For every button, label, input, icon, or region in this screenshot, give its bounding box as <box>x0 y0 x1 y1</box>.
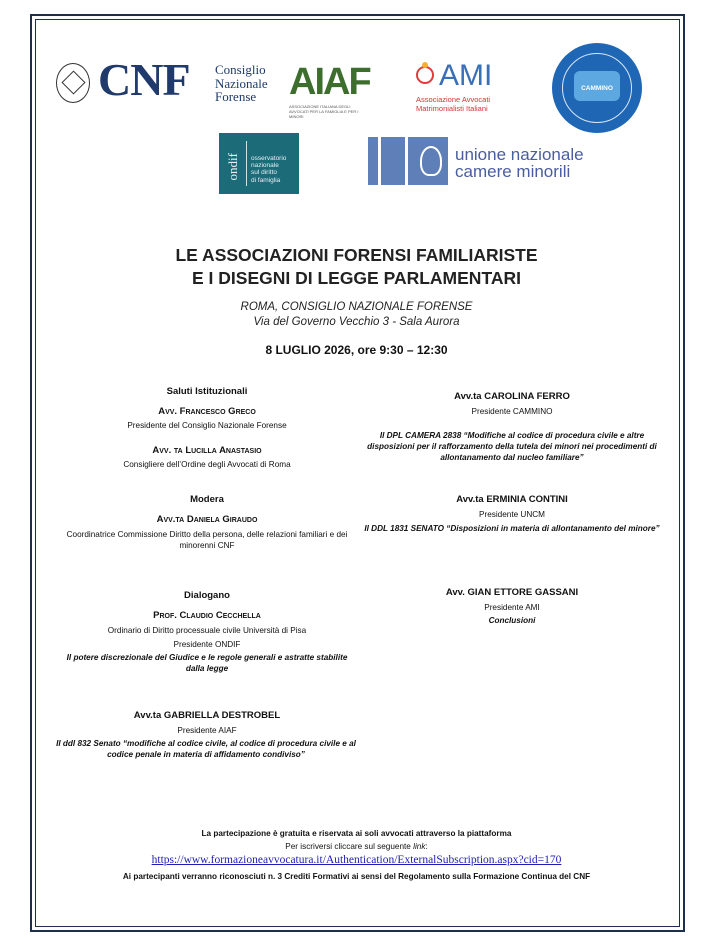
uncm-hands-icon <box>420 146 442 176</box>
page-border <box>30 14 685 932</box>
uncm-logo-text <box>455 146 584 180</box>
title-line1: LE ASSOCIAZIONI FORENSI FAMILIARISTE <box>175 245 538 265</box>
speaker-cecchella-topic: Il potere discrezionale del Giudice e le regole generali e astratte stabilite dalla legge <box>66 653 348 673</box>
ami-logo-subtitle <box>416 96 490 113</box>
speaker-gassani-topic: Conclusioni <box>488 616 536 625</box>
speaker-giraudo-role: Coordinatrice Commissione Diritto della persona, delle relazioni familiari e dei minorenni CNF <box>66 530 348 550</box>
speaker-gassani-role: Presidente AMI <box>484 603 540 612</box>
speaker-contini-role: Presidente UNCM <box>479 510 545 519</box>
location-line1: ROMA, CONSIGLIO NAZIONALE FORENSE <box>240 301 473 313</box>
speaker-cecchella-role2: Presidente ONDIF <box>173 640 241 649</box>
speaker-destrobel-name: Avv.ta GABRIELLA DESTROBEL <box>133 710 281 721</box>
dialogano-heading: Dialogano <box>184 590 230 601</box>
speaker-contini-topic: Il DDL 1831 SENATO “Disposizioni in materia di allontanamento del minore” <box>364 524 660 533</box>
cnf-logo-text: CNF <box>98 54 190 105</box>
modera-heading: Modera <box>190 494 224 505</box>
ami-line2: Matrimonialisti Italiani <box>416 103 488 113</box>
cnf-logo-subtitle <box>215 63 268 104</box>
footer-subscribe-link-word: link <box>413 842 426 851</box>
ondif-line1: osservatorio <box>251 155 287 162</box>
event-location <box>40 300 673 330</box>
cnf-line3: Forense <box>215 89 257 104</box>
ondif-logo-subtitle <box>251 155 286 184</box>
cammino-logo <box>552 43 642 133</box>
speaker-ferro-name: Avv.ta CAROLINA FERRO <box>454 391 570 402</box>
speaker-anastasio-role: Consigliere dell’Ordine degli Avvocati di Roma <box>123 460 291 469</box>
cnf-emblem-icon <box>56 63 90 103</box>
footer-credits: Ai partecipanti verranno riconosciuti n. 3 Crediti Formativi ai sensi del Regolamento sulla Formazione Continua del CNF <box>122 872 591 881</box>
subscription-link[interactable]: https://www.formazioneavvocatura.it/Authentication/ExternalSubscription.aspx?cid=170 <box>151 854 562 866</box>
footer-subscribe-text <box>40 841 673 852</box>
speaker-destrobel-topic: Il ddl 832 Senato “modifiche al codice civile, al codice di procedura civile e al codice penale in materia di affidamento condiviso” <box>56 739 356 759</box>
ondif-divider <box>246 141 247 186</box>
footer-link-row <box>40 852 673 867</box>
speaker-anastasio-name: Avv. ta Lucilla Anastasio <box>152 445 262 456</box>
cammino-logo-label: CAMMINO <box>581 85 613 92</box>
speaker-greco-role: Presidente del Consiglio Nazionale Forense <box>127 421 287 430</box>
speaker-cecchella-role: Ordinario di Diritto processuale civile Università di Pisa <box>107 626 307 635</box>
ami-line1: Associazione Avvocati <box>416 95 491 104</box>
ami-logo-text: AMI <box>439 59 493 92</box>
speaker-contini-name: Avv.ta ERMINIA CONTINI <box>456 494 568 505</box>
speaker-cecchella-name: Prof. Claudio Cecchella <box>153 610 261 621</box>
ondif-logo <box>219 133 299 194</box>
event-date: 8 LUGLIO 2026, ore 9:30 – 12:30 <box>265 343 448 357</box>
ondif-line4: di famiglia <box>251 176 281 184</box>
ondif-logo-text: ondif <box>225 153 240 181</box>
footer-subscribe-colon: : <box>425 842 428 851</box>
speaker-giraudo-name: Avv.ta Daniela Giraudo <box>156 514 258 525</box>
speaker-gassani-name: Avv. GIAN ETTORE GASSANI <box>445 587 579 598</box>
uncm-logo-block <box>381 137 405 185</box>
speaker-ferro-role: Presidente CAMMINO <box>471 407 553 416</box>
footer-participation: La partecipazione è gratuita e riservata ai soli avvocati attraverso la piattaforma <box>201 829 512 838</box>
event-title <box>40 244 673 290</box>
uncm-line2: camere minorili <box>455 162 571 181</box>
uncm-line1: unione nazionale <box>455 145 584 164</box>
uncm-logo-block <box>368 137 378 185</box>
cnf-line2: Nazionale <box>215 75 268 91</box>
ami-logo-icon <box>416 66 434 84</box>
aiaf-logo-subtitle: ASSOCIAZIONE ITALIANA DEGLI AVVOCATI PER LA FAMIGLIA E PER I MINORI <box>289 104 359 119</box>
speaker-greco-name: Avv. Francesco Greco <box>158 406 256 417</box>
saluti-heading: Saluti Istituzionali <box>166 386 248 397</box>
aiaf-logo-text: AIAF <box>289 61 370 103</box>
cnf-line1: Consiglio <box>215 62 266 77</box>
footer-subscribe-label: Per iscriversi cliccare sul seguente <box>285 842 414 851</box>
speaker-ferro-topic: Il DPL CAMERA 2838 “Modifiche al codice di procedura civile e altre disposizioni per il rafforzamento della tutela dei minori nei procedimenti di allontanamento dal nucleo familiare” <box>367 431 657 462</box>
ondif-line3: sul diritto <box>251 169 278 177</box>
location-line2: Via del Governo Vecchio 3 - Sala Aurora <box>253 316 460 328</box>
speaker-destrobel-role: Presidente AIAF <box>177 726 237 735</box>
aiaf-logo <box>289 61 370 119</box>
title-line2: E I DISEGNI DI LEGGE PARLAMENTARI <box>192 268 521 288</box>
ondif-line2: nazionale <box>251 162 279 170</box>
